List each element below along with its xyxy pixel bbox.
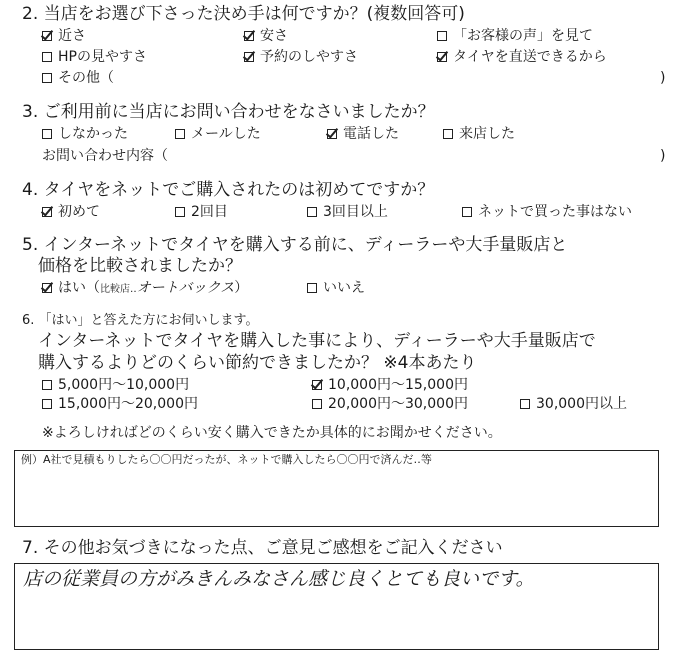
q4-option-never[interactable]: ネットで買った事はない	[462, 205, 632, 219]
q4-option-third-plus[interactable]: 3回目以上	[307, 205, 388, 219]
q7-answer-box[interactable]	[14, 563, 659, 650]
q2-title: 2. 当店をお選び下さった決め手は何ですか？(複数回答可)	[22, 4, 465, 24]
checkbox[interactable]	[42, 399, 52, 409]
q6-option-5k-10k[interactable]: 5,000円～10,000円	[42, 378, 189, 392]
q3-option-none[interactable]: しなかった	[42, 127, 128, 141]
q6-option-15k-20k[interactable]: 15,000円～20,000円	[42, 397, 198, 411]
checkbox[interactable]	[462, 207, 472, 217]
q4-title: 4. タイヤをネットでご購入されたのは初めてですか？	[22, 180, 435, 200]
q3-detail-close: )	[660, 148, 666, 164]
q7-handwritten-answer: 店の従業員の方がみきんみなさん感じ良くとても良いです。	[23, 568, 535, 590]
q4-option-second[interactable]: 2回目	[175, 205, 228, 219]
checkbox-checked[interactable]	[244, 52, 254, 62]
checkbox[interactable]	[42, 52, 52, 62]
q3-option-phone[interactable]: 電話した	[327, 127, 399, 141]
q6-note: ※よろしければどのくらい安く購入できたか具体的にお聞かせください。	[42, 425, 502, 441]
checkbox[interactable]	[42, 73, 52, 83]
q5-title-line2: 価格を比較されましたか？	[38, 256, 242, 276]
q6-example-text: 例）A社で見積もりしたら〇〇円だったが、ネットで購入したら〇〇円で済んだ‥等	[21, 453, 432, 466]
q6-option-30k-plus[interactable]: 30,000円以上	[520, 397, 627, 411]
q4-option-first[interactable]: 初めて	[42, 205, 100, 219]
q5-title-line1: 5. インターネットでタイヤを購入する前に、ディーラーや大手量販店と	[22, 235, 568, 255]
checkbox-checked[interactable]	[42, 31, 52, 41]
q2-option-booking[interactable]: 予約のしやすさ	[244, 50, 358, 64]
q6-option-20k-30k[interactable]: 20,000円～30,000円	[312, 397, 468, 411]
checkbox[interactable]	[42, 129, 52, 139]
q6-title: 6. 「はい」と答えた方にお伺いします。	[22, 313, 259, 328]
checkbox[interactable]	[443, 129, 453, 139]
checkbox-checked[interactable]	[437, 52, 447, 62]
q2-option-distance[interactable]: 近さ	[42, 29, 86, 43]
checkbox[interactable]	[437, 31, 447, 41]
checkbox[interactable]	[42, 380, 52, 390]
handwritten-store-name: オートバックス	[136, 280, 235, 296]
q6-question-line2: 購入するよりどのくらい節約できましたか？ ※4本あたり	[38, 353, 477, 373]
checkbox-checked[interactable]	[42, 283, 52, 293]
checkbox[interactable]	[175, 129, 185, 139]
q2-option-hp[interactable]: HPの見やすさ	[42, 50, 147, 64]
q6-option-10k-15k[interactable]: 10,000円～15,000円	[312, 378, 468, 392]
checkbox-checked[interactable]	[327, 129, 337, 139]
q5-option-no[interactable]: いいえ	[307, 281, 365, 295]
q6-question-line1: インターネットでタイヤを購入した事により、ディーラーや大手量販店で	[38, 331, 596, 351]
checkbox[interactable]	[175, 207, 185, 217]
q3-option-email[interactable]: メールした	[175, 127, 261, 141]
q2-option-direct-ship[interactable]: タイヤを直送できるから	[437, 50, 607, 64]
q5-option-yes[interactable]: はい（比較店‥オートバックス）	[42, 281, 248, 295]
q3-title: 3. ご利用前に当店にお問い合わせをなさいましたか？	[22, 102, 435, 122]
q2-option-other[interactable]: その他（	[42, 71, 114, 85]
checkbox[interactable]	[312, 399, 322, 409]
q3-detail-label: お問い合わせ内容（	[42, 148, 168, 164]
q3-option-visit[interactable]: 来店した	[443, 127, 515, 141]
q2-option-price[interactable]: 安さ	[244, 29, 288, 43]
q2-other-close: )	[660, 70, 666, 86]
checkbox[interactable]	[520, 399, 530, 409]
q2-option-reviews[interactable]: 「お客様の声」を見て	[437, 29, 593, 43]
checkbox-checked[interactable]	[312, 380, 322, 390]
q7-title: 7. その他お気づきになった点、ご意見ご感想をご記入ください	[22, 538, 503, 558]
checkbox-checked[interactable]	[42, 207, 52, 217]
checkbox-checked[interactable]	[244, 31, 254, 41]
q6-answer-box[interactable]	[14, 450, 659, 527]
checkbox[interactable]	[307, 207, 317, 217]
checkbox[interactable]	[307, 283, 317, 293]
comparison-store-label: 比較店‥	[100, 284, 137, 295]
